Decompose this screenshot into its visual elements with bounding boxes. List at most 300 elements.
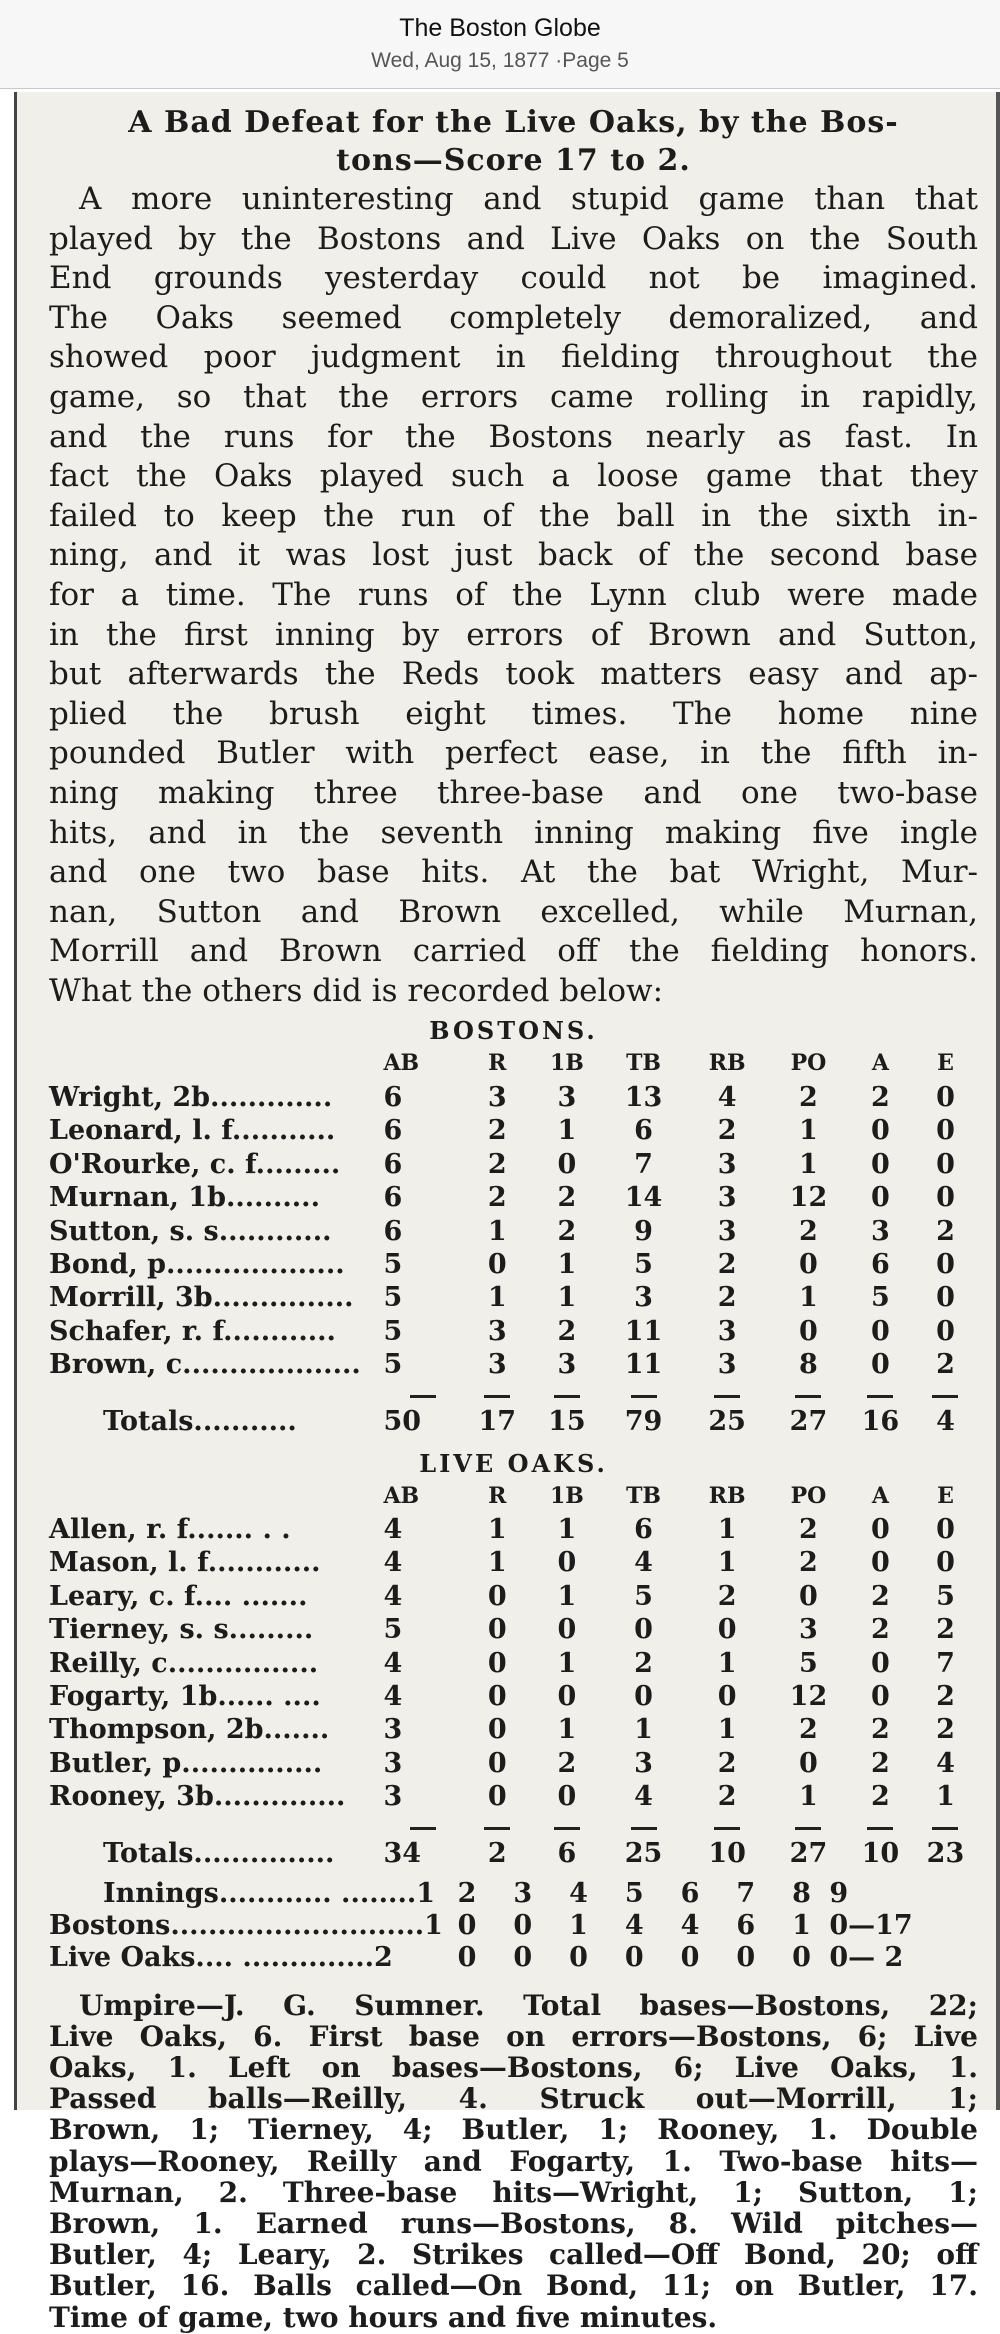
stat-r: 3 [487,1315,507,1347]
stat-rb: 3 [717,1315,737,1347]
stat-rb: 2 [717,1781,737,1813]
inning-number: 7 [736,1877,756,1909]
column-header: R [488,1482,507,1509]
stat-rb: 3 [717,1182,737,1214]
column-header: A [871,1050,889,1077]
stat-po: 1 [799,1282,818,1314]
column-header: 1B [549,1482,584,1509]
player-name: Morrill, 3b............... [49,1282,354,1314]
stat-e: 0 [936,1315,955,1347]
rule-cell [848,1382,913,1400]
article-line: fact the Oaks played such a loose game that they [49,458,978,495]
total-rb: 25 [708,1405,746,1437]
bostons-box-score [49,1047,978,1443]
player-name: Sutton, s. s............ [49,1215,332,1247]
rule-cell [383,1382,462,1400]
stat-rb: 3 [717,1148,737,1180]
column-header: E [937,1482,954,1509]
innings-team-row [49,1910,978,1942]
stat-a: 5 [871,1282,890,1314]
stat-po: 2 [799,1714,818,1746]
article-line: played by the Bostons and Live Oaks on the South [49,220,978,257]
player-name: Thompson, 2b....... [49,1714,330,1746]
total-rule-line [714,1827,740,1830]
player-row [49,1513,978,1546]
stat-e: 0 [936,1513,955,1545]
stat-r: 0 [487,1580,507,1612]
stat-tb: 5 [634,1580,653,1612]
inning-score: 6 [736,1909,756,1941]
stat-e: 2 [936,1349,955,1381]
stat-ab: 6 [383,1215,403,1247]
player-row [49,1215,978,1248]
summary-line: Passed balls—Reilly, 4. Struck out—Morrill, 1; [49,2082,978,2116]
stat-b1: 2 [557,1747,577,1779]
column-header: 1B [549,1050,584,1077]
total-rule-line [932,1395,958,1398]
totals-label: Totals............... [103,1837,335,1869]
column-header: RB [708,1050,746,1077]
inning-score: 0 [513,1909,533,1941]
header-spacer [49,1480,383,1513]
stat-a: 3 [871,1215,890,1247]
stat-r: 1 [487,1215,507,1247]
article-line: but afterwards the Reds took matters easy and ap- [49,656,978,693]
stat-po: 0 [799,1248,818,1280]
column-header: AB [383,1482,420,1509]
stat-ab: 5 [383,1315,403,1347]
total-rb: 10 [708,1837,746,1869]
stat-b1: 2 [557,1182,577,1214]
inning-score: 0 [624,1941,644,1973]
stat-b1: 0 [557,1614,577,1646]
stat-b1: 1 [557,1580,577,1612]
column-header: TB [626,1482,662,1509]
stat-b1: 1 [557,1513,577,1545]
stat-rb: 0 [717,1614,737,1646]
total-tb: 79 [624,1405,663,1437]
inning-number: 5 [624,1877,644,1909]
stat-e: 0 [936,1115,955,1147]
player-name: Brown, c................... [49,1349,361,1381]
stat-po: 1 [799,1115,818,1147]
stat-po: 2 [799,1547,818,1579]
stat-b1: 0 [557,1547,577,1579]
stat-tb: 9 [634,1215,653,1247]
stat-rb: 1 [717,1714,737,1746]
article-line: for a time. The runs of the Lynn club were made [49,576,978,613]
player-row [49,1680,978,1713]
totals-row [49,1400,978,1444]
rule-cell [462,1382,532,1400]
inning-number: 2 [457,1877,477,1909]
player-row [49,1613,978,1646]
article-headline [49,104,978,180]
newspaper-clipping [14,92,1000,2334]
stat-ab: 5 [383,1282,403,1314]
article-line: plied the brush eight times. The home nine [49,695,978,732]
inning-score: 1 [792,1909,811,1941]
summary-line: Brown, 1; Tierney, 4; Butler, 1; Rooney, 1. Double [49,2113,978,2147]
player-name: Murnan, 1b.......... [49,1182,320,1214]
summary-line: Murnan, 2. Three-base hits—Wright, 1; Sutton, 1; [49,2175,978,2209]
final-score: 0— 2 [829,1941,904,1973]
article-line: showed poor judgment in fielding throughout the [49,339,978,376]
summary-line: Oaks, 1. Left on bases—Bostons, 6; Live Oaks, 1. [49,2051,978,2084]
stat-tb: 2 [634,1647,653,1679]
inning-number: 4 [569,1877,588,1909]
player-name: Leary, c. f.... ....... [49,1580,308,1612]
stat-b1: 1 [557,1714,577,1746]
total-rule-line [410,1827,436,1830]
stat-rb: 1 [717,1547,737,1579]
player-row [49,1546,978,1579]
total-rule-line [867,1395,893,1398]
stat-e: 0 [936,1148,955,1180]
rule-cell [602,1814,686,1832]
stat-e: 4 [936,1747,955,1779]
total-po: 27 [789,1837,828,1869]
stat-a: 2 [871,1081,890,1113]
box-header-row [49,1047,978,1080]
stat-b1: 1 [557,1647,577,1679]
inning-score: 0 [569,1941,588,1973]
stat-r: 3 [487,1081,507,1113]
totals-rule-row [49,1382,978,1400]
stat-tb: 14 [624,1182,663,1214]
stat-r: 1 [487,1547,507,1579]
stat-b1: 1 [557,1248,577,1280]
rule-cell [769,1814,848,1832]
innings-team-label: Bostons...........................1 [49,1909,443,1941]
stat-e: 0 [936,1081,955,1113]
total-tb: 25 [624,1837,663,1869]
stat-tb: 0 [634,1680,653,1712]
stat-r: 3 [487,1349,507,1381]
stat-po: 0 [799,1747,818,1779]
stat-po: 1 [799,1781,818,1813]
article-body [49,180,978,1011]
stat-e: 1 [936,1781,955,1813]
total-r: 17 [478,1405,517,1437]
column-header: TB [626,1050,662,1077]
article-line: and the runs for the Bostons nearly as fast. In [49,418,978,455]
innings-team-row [49,1942,978,1974]
article-line: The Oaks seemed completely demoralized, and [49,299,978,336]
player-row [49,1747,978,1780]
column-header: R [488,1050,507,1077]
article-line: hits, and in the seventh inning making five ingle [49,814,978,851]
stat-e: 7 [936,1647,955,1679]
stat-po: 12 [789,1680,828,1712]
stat-ab: 6 [383,1148,403,1180]
stat-po: 8 [799,1349,818,1381]
stat-r: 2 [487,1182,507,1214]
summary-line: Butler, 16. Balls called—On Bond, 11; on Butler, 17. [49,2269,978,2303]
rule-cell [532,1814,602,1832]
stat-tb: 5 [634,1248,653,1280]
player-row [49,1181,978,1214]
stat-po: 0 [799,1580,818,1612]
stat-r: 0 [487,1614,507,1646]
stat-b1: 0 [557,1680,577,1712]
stat-a: 0 [871,1182,890,1214]
stat-b1: 1 [557,1282,577,1314]
stat-a: 0 [871,1349,890,1381]
total-ab: 34 [383,1837,422,1869]
header-spacer [49,1047,383,1080]
stat-b1: 1 [557,1115,577,1147]
rule-cell [913,1814,978,1832]
inning-number: 9 [829,1877,849,1909]
stat-e: 0 [936,1547,955,1579]
totals-row [49,1832,978,1876]
headline-line: tons—Score 17 to 2. [336,143,691,178]
inning-score: 0 [680,1941,700,1973]
stat-a: 0 [871,1680,890,1712]
player-name: Tierney, s. s......... [49,1614,314,1646]
stat-tb: 6 [634,1513,653,1545]
stat-a: 0 [871,1115,890,1147]
stat-ab: 6 [383,1115,403,1147]
player-row [49,1081,978,1114]
innings-label: Innings............ ........1 [103,1877,436,1909]
rule-cell [685,1814,769,1832]
player-name: Wright, 2b............. [49,1081,333,1113]
player-row [49,1315,978,1348]
inning-score: 0 [457,1909,477,1941]
stat-r: 1 [487,1282,507,1314]
stat-b1: 0 [557,1148,577,1180]
stat-e: 0 [936,1182,955,1214]
player-row [49,1248,978,1281]
total-rule-line [714,1395,740,1398]
player-row [49,1580,978,1613]
player-name: Rooney, 3b.............. [49,1781,346,1813]
player-row [49,1348,978,1381]
stat-tb: 11 [624,1349,663,1381]
player-row [49,1281,978,1314]
total-e: 4 [936,1405,955,1437]
player-name: Bond, p................... [49,1248,345,1280]
inning-score: 4 [624,1909,644,1941]
total-b1: 15 [548,1405,586,1437]
column-header: AB [383,1050,420,1077]
stat-r: 0 [487,1647,507,1679]
stat-rb: 1 [717,1513,737,1545]
stat-e: 2 [936,1714,955,1746]
stat-r: 0 [487,1714,507,1746]
inning-score: 1 [569,1909,588,1941]
total-e: 23 [926,1837,965,1869]
stat-e: 2 [936,1215,955,1247]
stat-a: 0 [871,1547,890,1579]
stat-r: 0 [487,1747,507,1779]
stat-ab: 3 [383,1747,403,1779]
stat-r: 2 [487,1148,507,1180]
column-header: RB [708,1482,746,1509]
article-line: pounded Butler with perfect ease, in the fifth in- [49,735,978,772]
rule-spacer [49,1814,383,1832]
total-rule-line [932,1827,958,1830]
inning-score: 0 [736,1941,756,1973]
stat-a: 2 [871,1714,890,1746]
stat-ab: 4 [383,1580,403,1612]
player-row [49,1647,978,1680]
stat-ab: 4 [383,1513,403,1545]
player-name: Reilly, c................ [49,1647,319,1679]
stat-tb: 11 [624,1315,663,1347]
total-rule-line [867,1827,893,1830]
stat-e: 2 [936,1680,955,1712]
stat-r: 2 [487,1115,507,1147]
live-oaks-box-score [49,1480,978,1876]
total-po: 27 [789,1405,828,1437]
player-name: Mason, l. f............ [49,1547,321,1579]
summary-line: plays—Rooney, Reilly and Fogarty, 1. Two-base hits— [49,2144,978,2178]
stat-po: 12 [789,1182,828,1214]
stat-ab: 3 [383,1714,403,1746]
stat-ab: 5 [383,1248,403,1280]
stat-b1: 3 [557,1081,577,1113]
stat-po: 5 [799,1647,818,1679]
player-row [49,1713,978,1746]
total-rule-line [554,1395,580,1398]
stat-po: 1 [799,1148,818,1180]
viewer-header [0,0,1000,89]
stat-a: 0 [871,1315,890,1347]
stat-rb: 4 [717,1081,737,1113]
stat-ab: 4 [383,1680,403,1712]
column-header: PO [790,1050,827,1077]
stat-b1: 3 [557,1349,577,1381]
stat-tb: 0 [634,1614,653,1646]
article-line: A more uninteresting and stupid game than that [79,181,978,217]
inning-number: 8 [792,1877,811,1909]
article-line: game, so that the errors came rolling in rapidly, [49,378,978,415]
score-by-innings [49,1878,978,1974]
stat-po: 2 [799,1513,818,1545]
game-summary [49,1990,978,2333]
stat-rb: 2 [717,1115,737,1147]
stat-r: 1 [487,1513,507,1545]
summary-line: Brown, 1. Earned runs—Bostons, 8. Wild pitches— [49,2207,978,2241]
total-a: 16 [861,1405,900,1437]
stat-po: 2 [799,1081,818,1113]
total-rule-line [554,1827,580,1830]
article-line: in the first inning by errors of Brown and Sutton, [49,616,978,653]
total-rule-line [484,1827,510,1830]
stat-e: 0 [936,1282,955,1314]
column-header: E [937,1050,954,1077]
stat-a: 0 [871,1148,890,1180]
player-name: Fogarty, 1b...... .... [49,1680,321,1712]
rule-cell [685,1382,769,1400]
stat-ab: 5 [383,1349,403,1381]
total-r: 2 [487,1837,507,1869]
totals-label: Totals........... [103,1405,297,1437]
rule-spacer [49,1382,383,1400]
stat-tb: 6 [634,1115,653,1147]
player-name: O'Rourke, c. f......... [49,1148,341,1180]
stat-b1: 2 [557,1315,577,1347]
live-oaks-heading: LIVE OAKS. [419,1448,608,1478]
publication-title: The Boston Globe [399,14,601,42]
stat-b1: 2 [557,1215,577,1247]
stat-ab: 3 [383,1781,403,1813]
total-ab: 50 [383,1405,422,1437]
article-line: and one two base hits. At the bat Wright, Mur- [49,854,978,891]
total-rule-line [795,1827,821,1830]
inning-number: 3 [513,1877,533,1909]
total-rule-line [631,1395,657,1398]
stat-r: 0 [487,1248,507,1280]
stat-po: 2 [799,1215,818,1247]
player-name: Schafer, r. f............ [49,1315,336,1347]
stat-rb: 2 [717,1282,737,1314]
innings-number-row [49,1878,978,1910]
total-rule-line [631,1827,657,1830]
article-line: failed to keep the run of the ball in the sixth in- [49,497,978,534]
rule-cell [462,1814,532,1832]
rule-cell [532,1382,602,1400]
total-rule-line [795,1395,821,1398]
summary-line: Time of game, two hours and five minutes. [49,2300,718,2334]
stat-tb: 4 [634,1781,653,1813]
player-name: Butler, p............... [49,1747,323,1779]
column-header: PO [790,1482,827,1509]
stat-a: 0 [871,1647,890,1679]
stat-rb: 3 [717,1349,737,1381]
stat-e: 2 [936,1614,955,1646]
player-name: Leonard, l. f........... [49,1115,336,1147]
stat-ab: 6 [383,1182,403,1214]
stat-rb: 0 [717,1680,737,1712]
rule-cell [848,1814,913,1832]
summary-line: Umpire—J. G. Sumner. Total bases—Bostons, 22; [79,1988,978,2022]
stat-rb: 2 [717,1747,737,1779]
inning-number: 6 [680,1877,700,1909]
stat-a: 6 [871,1248,890,1280]
stat-po: 3 [799,1614,818,1646]
stat-rb: 1 [717,1647,737,1679]
stat-rb: 3 [717,1215,737,1247]
total-rule-line [410,1395,436,1398]
rule-cell [769,1382,848,1400]
player-row [49,1780,978,1813]
stat-r: 0 [487,1680,507,1712]
stat-tb: 7 [634,1148,653,1180]
stat-e: 0 [936,1248,955,1280]
column-header: A [871,1482,889,1509]
total-rule-line [484,1395,510,1398]
stat-rb: 2 [717,1248,737,1280]
total-a: 10 [861,1837,900,1869]
article-line: What the others did is recorded below: [49,972,664,1009]
summary-line: Live Oaks, 6. First base on errors—Bostons, 6; Live [49,2019,978,2053]
date-page-line: Wed, Aug 15, 1877 ·Page 5 [371,49,629,72]
article-line: nan, Sutton and Brown excelled, while Murnan, [49,893,978,930]
stat-po: 0 [799,1315,818,1347]
stat-a: 2 [871,1781,890,1813]
innings-team-label: Live Oaks.... ..............2 [49,1941,393,1973]
player-row [49,1114,978,1147]
stat-tb: 3 [634,1282,653,1314]
rule-cell [913,1382,978,1400]
player-row [49,1148,978,1181]
totals-rule-row [49,1814,978,1832]
stat-ab: 4 [383,1547,403,1579]
